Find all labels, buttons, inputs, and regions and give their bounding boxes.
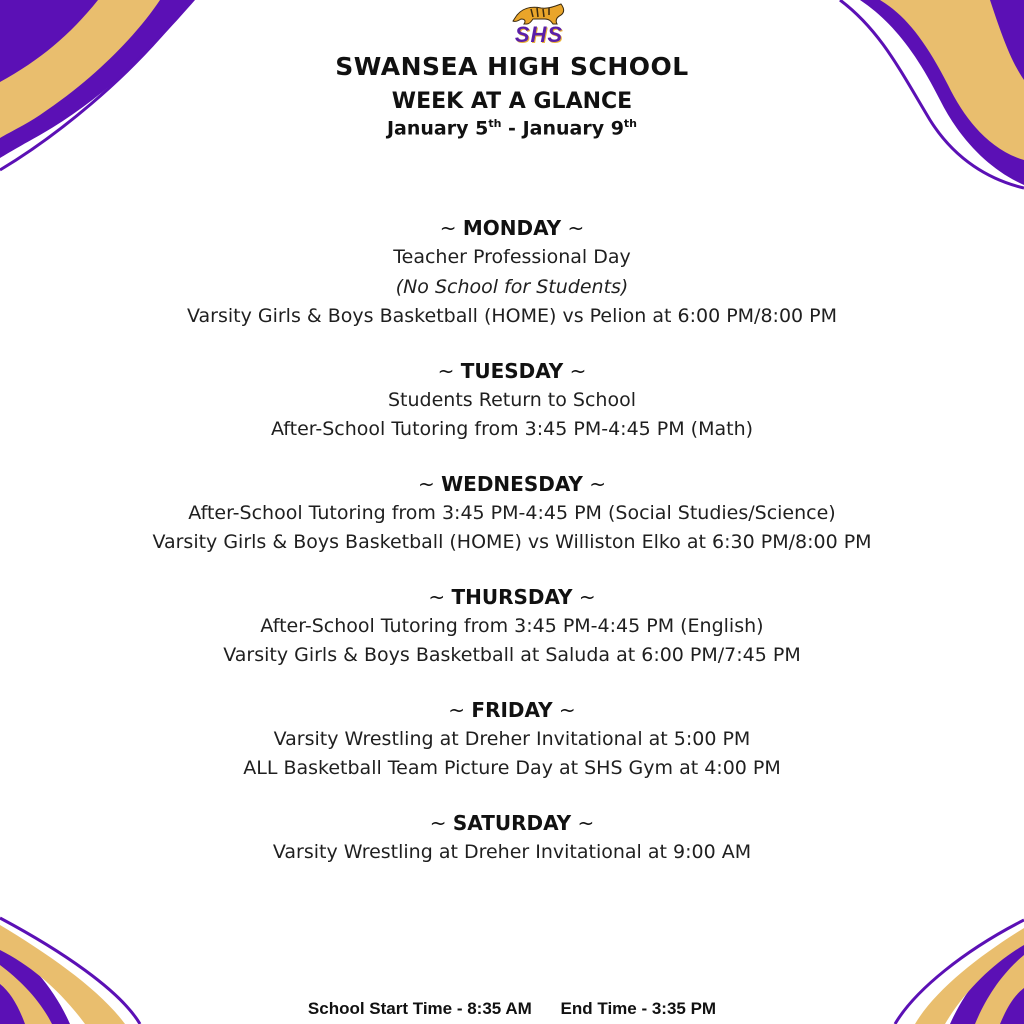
logo-text: SHS: [514, 22, 564, 47]
school-start-time: School Start Time - 8:35 AM: [307, 999, 532, 1018]
day-title: ~ MONDAY ~: [439, 216, 585, 240]
day-section-monday: [0, 213, 1024, 332]
event-item: Varsity Wrestling at Dreher Invitational at 5:00 PM: [273, 727, 751, 750]
school-end-time: End Time - 3:35 PM: [560, 999, 717, 1018]
event-item: Varsity Girls & Boys Basketball (HOME) vs Pelion at 6:00 PM/8:00 PM: [186, 305, 838, 327]
day-name: FRIDAY: [471, 697, 553, 722]
day-title: ~ TUESDAY ~: [437, 358, 587, 383]
day-section-thursday: [0, 582, 1024, 671]
day-name: TUESDAY: [460, 358, 564, 383]
date-end-suffix: th: [623, 117, 638, 130]
event-item: Varsity Wrestling at Dreher Invitational at 9:00 AM: [272, 840, 752, 863]
day-section-tuesday: [0, 356, 1024, 445]
page-title: WEEK AT A GLANCE: [391, 89, 633, 114]
event-item: Varsity Girls & Boys Basketball (HOME) vs Williston Elko at 6:30 PM/8:00 PM: [152, 531, 872, 553]
school-name: SWANSEA HIGH SCHOOL: [335, 52, 689, 81]
day-name: MONDAY: [462, 216, 562, 240]
date-range: [0, 117, 1024, 139]
day-title: ~ THURSDAY ~: [428, 584, 596, 609]
event-item: Students Return to School: [387, 388, 636, 411]
event-item: After-School Tutoring from 3:45 PM-4:45 PM (Math): [270, 418, 754, 440]
day-section-wednesday: [0, 469, 1024, 558]
date-end: January 9: [522, 117, 624, 140]
day-name: WEDNESDAY: [441, 471, 583, 496]
schedule-list: [0, 213, 1024, 891]
day-title: ~ SATURDAY ~: [429, 810, 595, 835]
day-section-saturday: [0, 808, 1024, 868]
event-item: Varsity Girls & Boys Basketball at Saluda at 6:00 PM/7:45 PM: [223, 644, 801, 666]
date-start: January 5: [386, 117, 489, 140]
day-section-friday: [0, 695, 1024, 784]
day-name: SATURDAY: [452, 810, 572, 835]
day-title: ~ WEDNESDAY ~: [417, 471, 607, 496]
school-hours: [0, 999, 1024, 1019]
event-item: Teacher Professional Day: [393, 246, 631, 268]
day-name: THURSDAY: [451, 584, 573, 609]
event-item: After-School Tutoring from 3:45 PM-4:45 PM (Social Studies/Science): [188, 501, 836, 524]
day-title: ~ FRIDAY ~: [448, 697, 576, 722]
date-start-suffix: th: [488, 117, 502, 130]
date-separator: -: [501, 117, 523, 140]
event-item: After-School Tutoring from 3:45 PM-4:45 PM (English): [260, 614, 764, 637]
shs-logo: [503, 0, 575, 50]
event-item: ALL Basketball Team Picture Day at SHS Gym at 4:00 PM: [243, 757, 781, 779]
event-item: (No School for Students): [395, 275, 629, 298]
